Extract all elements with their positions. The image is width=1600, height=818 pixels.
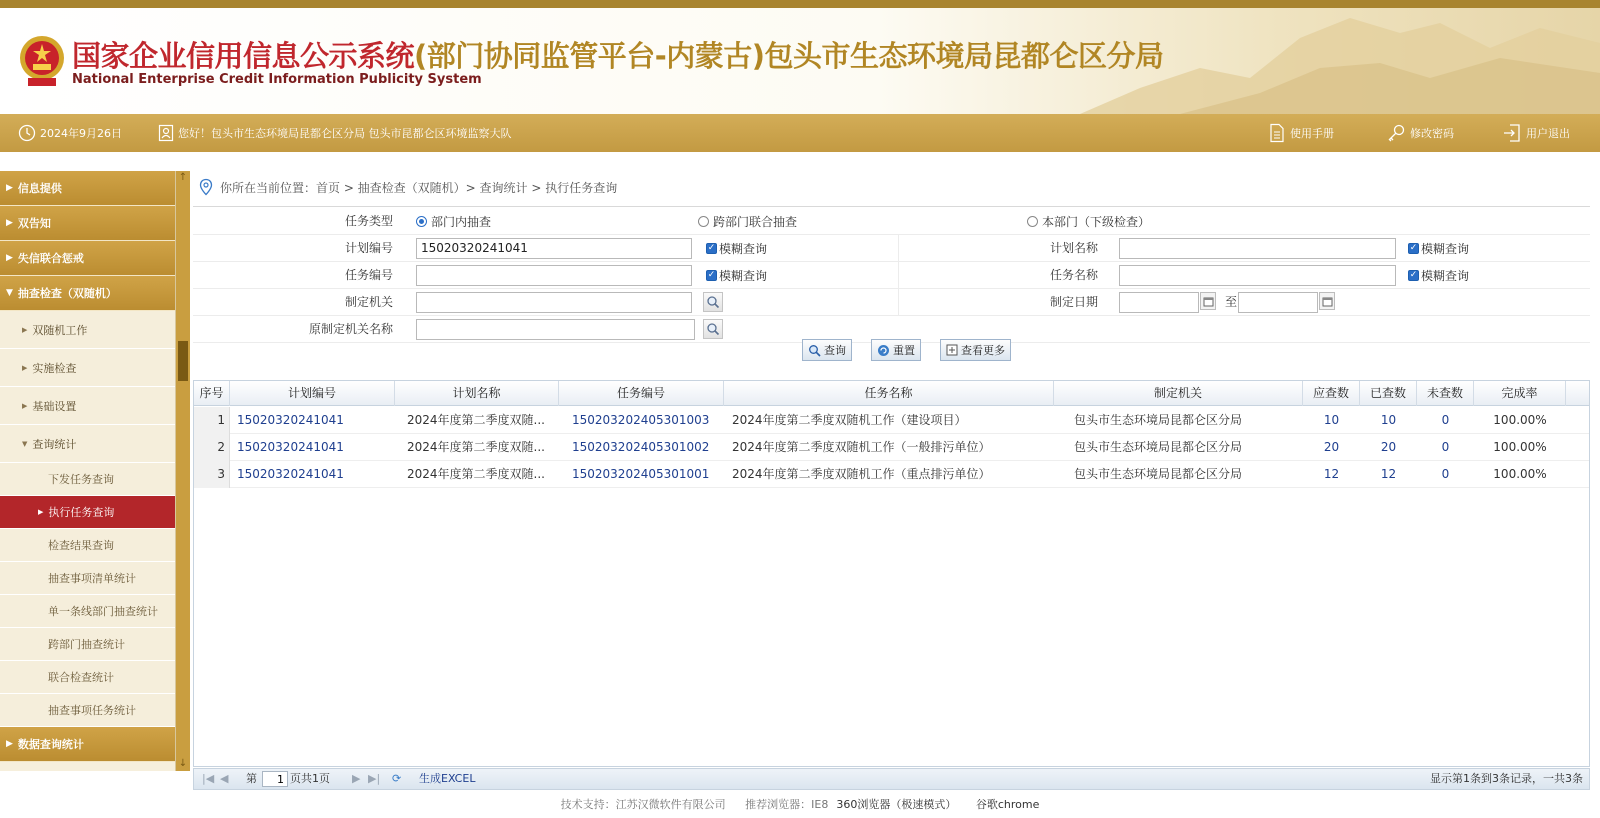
plan-name-input[interactable] [1119, 238, 1396, 259]
export-excel-link[interactable]: 生成EXCEL [419, 772, 476, 785]
nav-leaf-label: 执行任务查询 [48, 506, 115, 519]
divider [193, 206, 1590, 207]
cell-index: 2 [194, 434, 230, 461]
col-header-done[interactable]: 已查数 [1360, 381, 1417, 406]
task-name-input[interactable] [1119, 265, 1396, 286]
expand-icon [946, 344, 958, 356]
col-header-org[interactable]: 制定机关 [1054, 381, 1303, 406]
query-button[interactable] [802, 339, 852, 361]
nav-sub-basic-settings[interactable] [0, 387, 175, 425]
orig-org-lookup-button[interactable] [703, 319, 723, 339]
cell-undone-link[interactable]: 0 [1441, 440, 1450, 454]
footer-browser: 推荐浏览器：IE8 [745, 798, 829, 811]
checkbox-checked-icon: ✓ [707, 270, 716, 280]
calendar-to-button[interactable] [1319, 292, 1335, 310]
page-prefix: 第 [246, 772, 257, 785]
date-display [18, 114, 122, 152]
nav-leaf-label: 单一条线部门抽查统计 [48, 605, 158, 618]
cell-plan-name: 2024年度第二季度双随... [407, 440, 545, 454]
col-header-plan-name[interactable]: 计划名称 [395, 381, 559, 406]
site-title-english: National Enterprise Credit Information Publicity System [72, 72, 482, 87]
nav-leaf-label: 抽查事项任务统计 [48, 704, 136, 717]
cell-task-name: 2024年度第二季度双随机工作（建设项目） [732, 413, 967, 427]
plan-no-input[interactable]: 15020320241041 [416, 238, 692, 259]
nav-leaf-item-task-stats[interactable] [0, 694, 175, 727]
cell-task-name: 2024年度第二季度双随机工作（重点排污单位） [732, 467, 991, 481]
breadcrumb-text: 你所在当前位置：首页 > 抽查检查（双随机）> 查询统计 > 执行任务查询 [220, 180, 618, 195]
cell-org: 包头市生态环境局昆都仑区分局 [1074, 467, 1243, 481]
task-no-fuzzy-checkbox[interactable] [706, 262, 767, 289]
divider [898, 289, 899, 316]
nav-group-inspection[interactable] [0, 276, 175, 311]
date-to-input[interactable] [1238, 292, 1318, 313]
nav-leaf-label: 检查结果查询 [48, 539, 114, 552]
nav-leaf-label: 跨部门抽查统计 [48, 638, 125, 651]
task-no-label: 任务编号 [344, 268, 393, 282]
page-suffix: 页共1页 [290, 772, 330, 785]
task-no-input[interactable] [416, 265, 692, 286]
form-row-task [193, 262, 1590, 289]
col-header-rate[interactable]: 完成率 [1474, 381, 1566, 406]
form-row-plan [193, 235, 1590, 262]
nav-group-label: 信息提供 [17, 182, 62, 195]
nav-leaf-single-dept-stats[interactable] [0, 595, 175, 628]
radio-cross-label: 跨部门联合抽查 [713, 215, 798, 229]
checkbox-checked-icon: ✓ [1409, 270, 1418, 280]
footer [0, 796, 1600, 816]
divider [898, 262, 899, 289]
reset-button[interactable] [871, 339, 921, 361]
logout-link[interactable] [1502, 114, 1570, 152]
cell-index: 3 [194, 461, 230, 488]
location-pin-icon [198, 178, 214, 196]
form-row-org-date [193, 289, 1590, 316]
col-header-task-no[interactable]: 任务编号 [559, 381, 724, 406]
nav-leaf-label: 下发任务查询 [48, 473, 114, 486]
nav-leaf-item-list-stats[interactable] [0, 562, 175, 595]
cell-task-no-link[interactable]: 150203202405301003 [572, 413, 710, 427]
cell-org: 包头市生态环境局昆都仑区分局 [1074, 413, 1243, 427]
fuzzy-label: 模糊查询 [719, 242, 768, 256]
cell-rate: 100.00% [1493, 467, 1547, 481]
first-page-icon[interactable]: |◀ [202, 772, 215, 785]
cell-should-link[interactable]: 20 [1323, 440, 1340, 454]
table-row[interactable] [194, 434, 1589, 461]
date-label: 制定日期 [1049, 295, 1098, 309]
cell-task-name: 2024年度第二季度双随机工作（一般排污单位） [732, 440, 991, 454]
date-from-input[interactable] [1119, 292, 1199, 313]
table-header [194, 380, 1589, 406]
col-header-plan-no[interactable]: 计划编号 [230, 381, 395, 406]
results-table [193, 380, 1590, 767]
caret-right-icon: ▶ [6, 218, 13, 228]
cell-rate: 100.00% [1493, 440, 1547, 454]
greeting-text: 您好！包头市生态环境局昆都仑区分局 包头市昆都仑区环境监察大队 [178, 127, 512, 140]
last-page-icon[interactable]: ▶| [368, 772, 381, 785]
nav-sub-query-stats[interactable] [0, 425, 175, 463]
cell-plan-no-link[interactable]: 15020320241041 [237, 440, 344, 454]
orig-org-label: 原制定机关名称 [308, 322, 393, 336]
radio-sub-label: 本部门（下级检查） [1042, 215, 1151, 229]
refresh-icon [877, 344, 890, 357]
next-page-icon[interactable]: ▶ [352, 772, 361, 785]
record-summary: 显示第1条到3条记录，一共3条 [1430, 772, 1583, 785]
cell-done-link[interactable]: 10 [1380, 413, 1397, 427]
caret-right-icon: ▶ [6, 183, 13, 193]
change-password-label: 修改密码 [1410, 127, 1454, 140]
magnifier-icon [706, 322, 720, 336]
form-row-task-type [193, 208, 1590, 235]
manual-link[interactable] [1268, 114, 1334, 152]
header-banner [0, 8, 1600, 114]
nav-leaf-joint-check-stats[interactable] [0, 661, 175, 694]
table-row[interactable] [194, 407, 1589, 434]
orig-org-input[interactable] [416, 319, 695, 340]
cell-plan-name: 2024年度第二季度双随... [407, 413, 545, 427]
caret-right-icon: ▶ [38, 508, 44, 516]
date-text: 2024年9月26日 [40, 127, 122, 140]
user-card-icon [158, 124, 174, 142]
calendar-from-button[interactable] [1200, 292, 1216, 310]
scroll-up-arrow-icon[interactable]: ↑ [178, 172, 188, 183]
cell-undone-link[interactable]: 0 [1441, 413, 1450, 427]
checkbox-checked-icon: ✓ [707, 243, 716, 253]
prev-page-icon[interactable]: ◀ [220, 772, 229, 785]
col-header-index[interactable]: 序号 [194, 381, 230, 406]
site-title-sub: (部门协同监管平台-内蒙古)包头市生态环境局昆都仑区分局 [414, 39, 1164, 73]
nav-leaf-issued-task-query[interactable] [0, 463, 175, 496]
nav-group-label: 双告知 [17, 217, 51, 230]
cell-done-link[interactable]: 12 [1380, 467, 1397, 481]
caret-right-icon: ▶ [6, 253, 13, 263]
radio-internal[interactable] [416, 208, 491, 235]
col-header-task-name[interactable]: 任务名称 [724, 381, 1054, 406]
footer-360: 360浏览器（极速模式） [836, 798, 957, 811]
nav-sub-implement[interactable] [0, 349, 175, 387]
caret-right-icon: ▶ [22, 363, 28, 372]
document-icon [1268, 123, 1286, 143]
task-name-fuzzy-checkbox[interactable] [1408, 262, 1469, 289]
view-more-button-label: 查看更多 [961, 344, 1005, 357]
nav-group-info[interactable] [0, 171, 175, 206]
page-number-input[interactable] [262, 771, 288, 787]
cell-plan-no-link[interactable]: 15020320241041 [237, 413, 344, 427]
top-border [0, 0, 1600, 8]
col-header-should[interactable]: 应查数 [1303, 381, 1360, 406]
refresh-icon[interactable]: ⟳ [392, 772, 402, 785]
radio-checked-icon [416, 216, 427, 227]
nav-leaf-check-result-query[interactable] [0, 529, 175, 562]
fuzzy-label: 模糊查询 [1421, 242, 1470, 256]
logout-label: 用户退出 [1526, 127, 1570, 140]
cell-done-link[interactable]: 20 [1380, 440, 1397, 454]
calendar-icon [1322, 296, 1333, 307]
clock-icon [18, 124, 36, 142]
plan-name-fuzzy-checkbox[interactable] [1408, 235, 1469, 262]
nav-group-discredit[interactable] [0, 241, 175, 276]
table-row[interactable] [194, 461, 1589, 488]
date-to-label: 至 [1224, 295, 1237, 309]
change-password-link[interactable] [1386, 114, 1454, 152]
nav-sub-label: 基础设置 [32, 399, 77, 413]
cell-plan-name: 2024年度第二季度双随... [407, 467, 545, 481]
manual-label: 使用手册 [1290, 127, 1334, 140]
calendar-icon [1203, 296, 1214, 307]
nav-leaf-cross-dept-stats[interactable] [0, 628, 175, 661]
plan-no-label: 计划编号 [344, 241, 393, 255]
radio-sub-level[interactable] [1027, 208, 1150, 235]
nav-group-label: 失信联合惩戒 [17, 252, 84, 265]
caret-down-icon: ▼ [22, 439, 28, 448]
footer-chrome: 谷歌chrome [975, 798, 1040, 811]
user-bar [0, 114, 1600, 152]
magnifier-icon [706, 295, 720, 309]
view-more-button[interactable] [940, 339, 1011, 361]
nav-sub-label: 查询统计 [32, 437, 77, 451]
nav-group-notify[interactable] [0, 206, 175, 241]
nav-leaf-execute-task-query[interactable] [0, 496, 175, 529]
scroll-thumb[interactable] [178, 341, 188, 381]
cell-task-no-link[interactable]: 150203202405301002 [572, 440, 710, 454]
plan-name-label: 计划名称 [1049, 241, 1098, 255]
cell-index: 1 [194, 407, 230, 434]
sidebar-menu [0, 171, 176, 771]
caret-right-icon: ▶ [6, 739, 13, 749]
nav-sub-random-work[interactable] [0, 311, 175, 349]
caret-right-icon: ▶ [22, 325, 28, 334]
divider [898, 235, 899, 262]
task-name-label: 任务名称 [1049, 268, 1098, 282]
radio-cross-dept[interactable] [698, 208, 797, 235]
cell-org: 包头市生态环境局昆都仑区分局 [1074, 440, 1243, 454]
nav-sub-label: 实施检查 [32, 361, 77, 375]
task-type-label: 任务类型 [344, 214, 393, 228]
scroll-down-arrow-icon[interactable]: ↓ [178, 758, 188, 769]
cell-task-no-link[interactable]: 150203202405301001 [572, 467, 710, 481]
query-button-label: 查询 [824, 344, 846, 357]
logout-icon [1502, 123, 1522, 143]
checkbox-checked-icon: ✓ [1409, 243, 1418, 253]
nav-group-label: 数据查询统计 [17, 738, 84, 751]
org-input[interactable] [416, 292, 692, 313]
reset-button-label: 重置 [893, 344, 915, 357]
cell-rate: 100.00% [1493, 413, 1547, 427]
fuzzy-label: 模糊查询 [719, 269, 768, 283]
site-title-main: 国家企业信用信息公示系统 [72, 39, 415, 73]
radio-unchecked-icon [1027, 216, 1038, 227]
fuzzy-label: 模糊查询 [1421, 269, 1470, 283]
footer-support: 技术支持：江苏汉微软件有限公司 [560, 798, 726, 811]
pagination-bar [193, 768, 1590, 790]
cell-should-link[interactable]: 10 [1323, 413, 1340, 427]
nav-sub-label: 双随机工作 [32, 323, 88, 337]
cell-plan-no-link[interactable]: 15020320241041 [237, 467, 344, 481]
radio-unchecked-icon [698, 216, 709, 227]
cell-undone-link[interactable]: 0 [1441, 467, 1450, 481]
org-lookup-button[interactable] [703, 292, 723, 312]
caret-down-icon: ▼ [6, 288, 13, 298]
cell-should-link[interactable]: 12 [1323, 467, 1340, 481]
radio-internal-label: 部门内抽查 [431, 215, 492, 229]
org-label: 制定机关 [344, 295, 393, 309]
key-icon [1386, 123, 1406, 143]
col-header-undone[interactable]: 未查数 [1417, 381, 1474, 406]
national-emblem-icon [18, 34, 66, 88]
nav-group-data-query[interactable] [0, 727, 175, 762]
search-icon [808, 344, 821, 357]
sidebar-scrollbar[interactable] [176, 171, 190, 771]
nav-leaf-label: 联合检查统计 [48, 671, 114, 684]
caret-right-icon: ▶ [22, 401, 28, 410]
plan-no-fuzzy-checkbox[interactable] [706, 235, 767, 262]
site-title [72, 34, 1164, 75]
nav-group-label: 抽查检查（双随机） [17, 287, 117, 300]
nav-leaf-label: 抽查事项清单统计 [48, 572, 136, 585]
greeting [158, 114, 512, 152]
breadcrumb [198, 173, 617, 201]
